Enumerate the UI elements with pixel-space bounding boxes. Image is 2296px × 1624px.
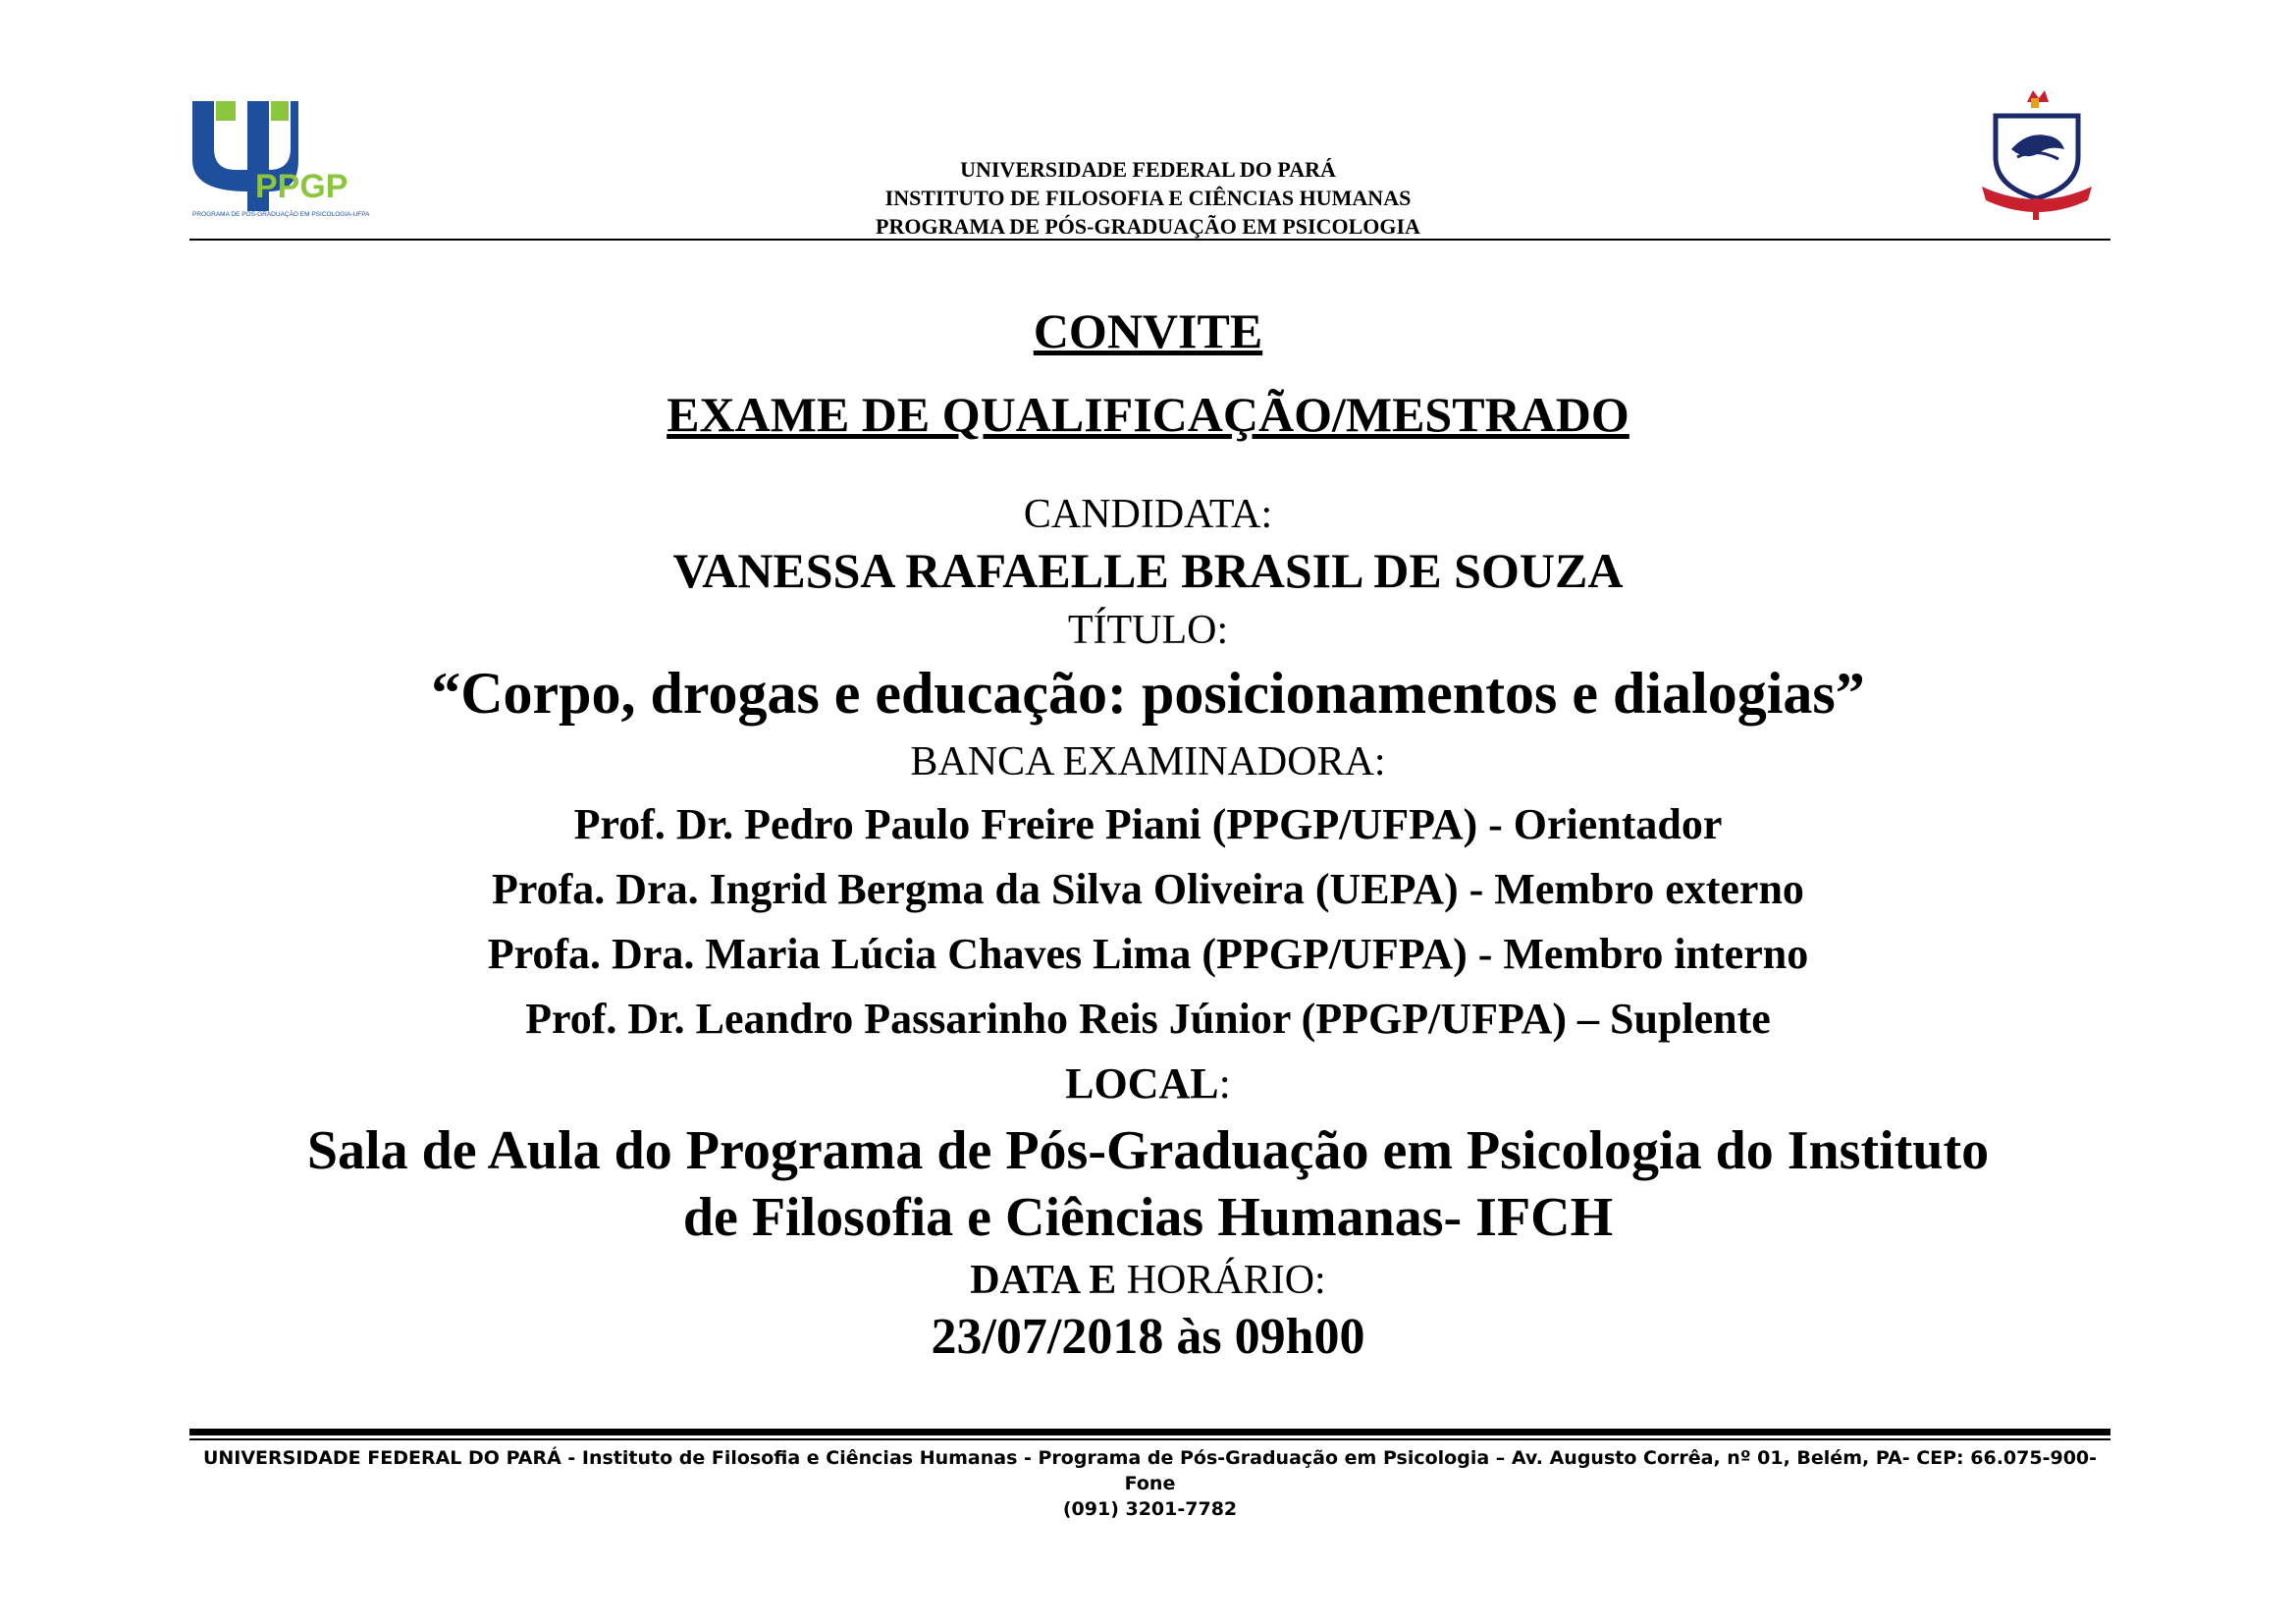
- location-label-text: LOCAL: [1065, 1059, 1219, 1108]
- thesis-title: “Corpo, drogas e educação: posicionamentos e dialogias”: [431, 661, 1865, 726]
- invitation-title: CONVITE: [1033, 303, 1263, 358]
- institution-line-university: UNIVERSIDADE FEDERAL DO PARÁ: [960, 157, 1336, 182]
- date-label-bold: DATA E: [970, 1258, 1117, 1303]
- location-label: [0, 1058, 2296, 1109]
- page-footer: [189, 1445, 2110, 1522]
- candidate-label: CANDIDATA:: [1023, 492, 1273, 537]
- committee-member: Prof. Dr. Leandro Passarinho Reis Júnior (PPGP/UFPA) – Suplente: [525, 995, 1771, 1043]
- title-label: TÍTULO:: [1067, 608, 1229, 653]
- page-header: [0, 0, 2296, 245]
- candidate-name: VANESSA RAFAELLE BRASIL DE SOUZA: [672, 543, 1624, 598]
- exam-type-heading: EXAME DE QUALIFICAÇÃO/MESTRADO: [667, 387, 1629, 442]
- date-time-label: [0, 1257, 2296, 1304]
- time-label: HORÁRIO:: [1116, 1258, 1326, 1303]
- footer-address: UNIVERSIDADE FEDERAL DO PARÁ - Instituto de Filosofia e Ciências Humanas - Programa de Pós-Graduação em Psicologia – Av. Augusto Corrêa, nº 01, Belém, PA- CEP: 66.075-900- Fone: [202, 1447, 2098, 1494]
- committee-label: BANCA EXAMINADORA:: [910, 739, 1386, 785]
- institution-line-institute: INSTITUTO DE FILOSOFIA E CIÊNCIAS HUMANAS: [884, 186, 1412, 210]
- committee-member: Profa. Dra. Ingrid Bergma da Silva Oliveira (UEPA) - Membro externo: [492, 865, 1804, 913]
- committee-member: Profa. Dra. Maria Lúcia Chaves Lima (PPGP/UFPA) - Membro interno: [487, 930, 1809, 978]
- location-label-colon: :: [1218, 1059, 1231, 1108]
- location-line-2: de Filosofia e Ciências Humanas- IFCH: [682, 1187, 1614, 1248]
- footer-divider-thin: [189, 1438, 2110, 1440]
- institution-block: [0, 155, 2296, 241]
- header-divider: [189, 239, 2110, 241]
- committee-member: Prof. Dr. Pedro Paulo Freire Piani (PPGP/UFPA) - Orientador: [573, 800, 1723, 848]
- footer-phone: (091) 3201-7782: [1062, 1498, 1238, 1520]
- svg-text:PPGP: PPGP: [255, 168, 348, 205]
- date-time-value: 23/07/2018 às 09h00: [931, 1309, 1365, 1365]
- location-line-1: Sala de Aula do Programa de Pós-Graduação em Psicologia do Instituto: [306, 1120, 1990, 1181]
- ufpa-seal-logo: [1978, 88, 2096, 226]
- footer-divider-thick: [189, 1429, 2110, 1435]
- institution-line-program: PROGRAMA DE PÓS-GRADUAÇÃO EM PSICOLOGIA: [876, 214, 1420, 239]
- svg-text:PROGRAMA DE PÓS-GRADUAÇÃO EM P: PROGRAMA DE PÓS-GRADUAÇÃO EM PSICOLOGIA-UFPA: [192, 211, 370, 218]
